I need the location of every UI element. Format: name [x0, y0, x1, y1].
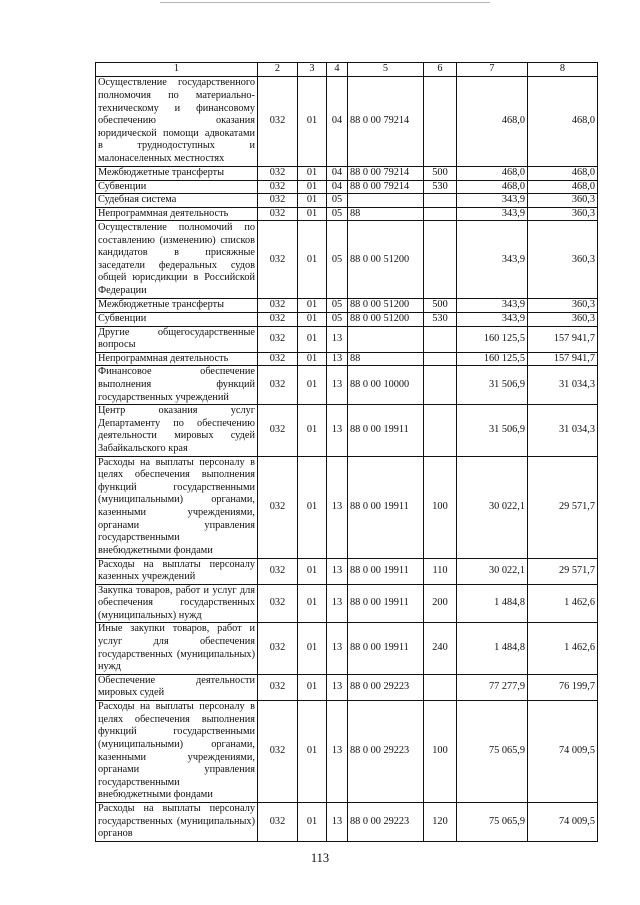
row-subsection-code: 04 — [327, 180, 348, 194]
table-row — [96, 405, 598, 456]
row-target-article: 88 0 00 19911 — [348, 558, 424, 584]
row-section-code: 01 — [298, 803, 327, 842]
row-expense-type: 240 — [424, 623, 457, 674]
row-amount-year-1: 31 506,9 — [457, 405, 528, 456]
row-subsection-code: 05 — [327, 312, 348, 326]
row-section-code: 01 — [298, 167, 327, 181]
row-section-code: 01 — [298, 77, 327, 167]
row-amount-year-1: 160 125,5 — [457, 352, 528, 366]
row-target-article: 88 0 00 19911 — [348, 405, 424, 456]
row-section-code: 01 — [298, 312, 327, 326]
row-name: Судебная система — [96, 194, 258, 208]
row-grbs-code: 032 — [258, 352, 298, 366]
row-amount-year-1: 468,0 — [457, 167, 528, 181]
row-target-article: 88 0 00 10000 — [348, 366, 424, 405]
row-grbs-code: 032 — [258, 312, 298, 326]
row-amount-year-1: 77 277,9 — [457, 674, 528, 700]
row-grbs-code: 032 — [258, 405, 298, 456]
row-amount-year-1: 1 484,8 — [457, 623, 528, 674]
row-name: Расходы на выплаты персоналу казенных учреждений — [96, 558, 258, 584]
row-amount-year-1: 343,9 — [457, 312, 528, 326]
row-name: Непрограммная деятельность — [96, 352, 258, 366]
table-row — [96, 312, 598, 326]
row-subsection-code: 13 — [327, 584, 348, 623]
row-expense-type: 530 — [424, 312, 457, 326]
row-section-code: 01 — [298, 221, 327, 299]
row-subsection-code: 13 — [327, 456, 348, 558]
row-section-code: 01 — [298, 194, 327, 208]
table-row — [96, 701, 598, 803]
row-grbs-code: 032 — [258, 77, 298, 167]
row-name: Закупка товаров, работ и услуг для обеспечения государственных (муниципальных) нужд — [96, 584, 258, 623]
row-expense-type — [424, 366, 457, 405]
row-section-code: 01 — [298, 299, 327, 313]
row-expense-type — [424, 77, 457, 167]
row-name: Финансовое обеспечение выполнения функций государственных учреждений — [96, 366, 258, 405]
row-amount-year-1: 31 506,9 — [457, 366, 528, 405]
row-amount-year-2: 31 034,3 — [528, 366, 598, 405]
row-target-article: 88 0 00 19911 — [348, 623, 424, 674]
table-header-row — [96, 63, 598, 77]
row-amount-year-2: 468,0 — [528, 167, 598, 181]
row-amount-year-1: 343,9 — [457, 207, 528, 221]
row-grbs-code: 032 — [258, 623, 298, 674]
row-subsection-code: 05 — [327, 221, 348, 299]
row-expense-type — [424, 221, 457, 299]
row-name: Осуществление полномочий по составлению (изменению) списков кандидатов в присяжные заседатели федеральных судов общей юрисдикции в Российской Федерации — [96, 221, 258, 299]
header-col-8: 8 — [528, 63, 598, 77]
row-amount-year-2: 74 009,5 — [528, 803, 598, 842]
row-target-article: 88 0 00 79214 — [348, 167, 424, 181]
row-section-code: 01 — [298, 405, 327, 456]
row-expense-type — [424, 405, 457, 456]
row-amount-year-2: 31 034,3 — [528, 405, 598, 456]
row-subsection-code: 04 — [327, 167, 348, 181]
row-name: Иные закупки товаров, работ и услуг для обеспечения государственных (муниципальных) нужд — [96, 623, 258, 674]
row-expense-type: 500 — [424, 167, 457, 181]
row-amount-year-2: 468,0 — [528, 77, 598, 167]
row-name: Субвенции — [96, 180, 258, 194]
row-grbs-code: 032 — [258, 584, 298, 623]
table-row — [96, 366, 598, 405]
row-amount-year-1: 343,9 — [457, 194, 528, 208]
row-section-code: 01 — [298, 701, 327, 803]
row-amount-year-2: 157 941,7 — [528, 326, 598, 352]
row-target-article — [348, 326, 424, 352]
row-amount-year-1: 1 484,8 — [457, 584, 528, 623]
row-grbs-code: 032 — [258, 167, 298, 181]
row-target-article: 88 0 00 19911 — [348, 456, 424, 558]
row-subsection-code: 13 — [327, 405, 348, 456]
row-name: Межбюджетные трансферты — [96, 167, 258, 181]
row-section-code: 01 — [298, 456, 327, 558]
row-subsection-code: 13 — [327, 326, 348, 352]
row-amount-year-2: 360,3 — [528, 299, 598, 313]
row-subsection-code: 13 — [327, 674, 348, 700]
table-row — [96, 674, 598, 700]
row-grbs-code: 032 — [258, 221, 298, 299]
row-name: Расходы на выплаты персоналу в целях обеспечения выполнения функций государственными (муниципальными) органами, казенными учреждениями, органами управления государственными внебюджетными фондами — [96, 701, 258, 803]
row-expense-type — [424, 352, 457, 366]
row-expense-type — [424, 207, 457, 221]
row-grbs-code: 032 — [258, 299, 298, 313]
row-subsection-code: 05 — [327, 194, 348, 208]
row-expense-type: 100 — [424, 701, 457, 803]
row-expense-type — [424, 674, 457, 700]
row-grbs-code: 032 — [258, 456, 298, 558]
row-subsection-code: 13 — [327, 623, 348, 674]
row-amount-year-2: 360,3 — [528, 207, 598, 221]
row-target-article: 88 — [348, 207, 424, 221]
row-grbs-code: 032 — [258, 326, 298, 352]
row-target-article: 88 0 00 51200 — [348, 299, 424, 313]
page-number: 113 — [310, 851, 330, 865]
table-row — [96, 167, 598, 181]
row-section-code: 01 — [298, 674, 327, 700]
row-target-article: 88 — [348, 352, 424, 366]
header-col-5: 5 — [348, 63, 424, 77]
row-amount-year-2: 1 462,6 — [528, 623, 598, 674]
row-target-article: 88 0 00 51200 — [348, 221, 424, 299]
row-section-code: 01 — [298, 352, 327, 366]
row-subsection-code: 13 — [327, 352, 348, 366]
row-amount-year-2: 29 571,7 — [528, 558, 598, 584]
table-row — [96, 299, 598, 313]
row-section-code: 01 — [298, 584, 327, 623]
row-name: Межбюджетные трансферты — [96, 299, 258, 313]
row-grbs-code: 032 — [258, 674, 298, 700]
header-col-2: 2 — [258, 63, 298, 77]
row-grbs-code: 032 — [258, 803, 298, 842]
row-amount-year-2: 1 462,6 — [528, 584, 598, 623]
row-grbs-code: 032 — [258, 194, 298, 208]
row-target-article: 88 0 00 29223 — [348, 803, 424, 842]
table-row — [96, 456, 598, 558]
row-grbs-code: 032 — [258, 558, 298, 584]
row-subsection-code: 05 — [327, 299, 348, 313]
row-amount-year-2: 360,3 — [528, 312, 598, 326]
row-amount-year-1: 30 022,1 — [457, 456, 528, 558]
row-section-code: 01 — [298, 180, 327, 194]
row-target-article — [348, 194, 424, 208]
row-subsection-code: 04 — [327, 77, 348, 167]
header-col-6: 6 — [424, 63, 457, 77]
row-subsection-code: 13 — [327, 366, 348, 405]
row-section-code: 01 — [298, 326, 327, 352]
row-grbs-code: 032 — [258, 366, 298, 405]
row-grbs-code: 032 — [258, 701, 298, 803]
budget-table — [95, 62, 598, 842]
row-expense-type — [424, 326, 457, 352]
row-subsection-code: 13 — [327, 701, 348, 803]
row-subsection-code: 05 — [327, 207, 348, 221]
row-section-code: 01 — [298, 366, 327, 405]
row-amount-year-2: 157 941,7 — [528, 352, 598, 366]
row-section-code: 01 — [298, 558, 327, 584]
row-target-article: 88 0 00 29223 — [348, 674, 424, 700]
row-subsection-code: 13 — [327, 803, 348, 842]
row-expense-type — [424, 194, 457, 208]
table-row — [96, 623, 598, 674]
table-row — [96, 558, 598, 584]
row-amount-year-1: 30 022,1 — [457, 558, 528, 584]
row-expense-type: 200 — [424, 584, 457, 623]
row-expense-type: 120 — [424, 803, 457, 842]
row-expense-type: 530 — [424, 180, 457, 194]
row-name: Расходы на выплаты персоналу в целях обеспечения выполнения функций государственными (муниципальными) органами, казенными учреждениями, органами управления государственными внебюджетными фондами — [96, 456, 258, 558]
row-section-code: 01 — [298, 207, 327, 221]
row-target-article: 88 0 00 19911 — [348, 584, 424, 623]
row-name: Другие общегосударственные вопросы — [96, 326, 258, 352]
header-col-3: 3 — [298, 63, 327, 77]
row-grbs-code: 032 — [258, 207, 298, 221]
row-target-article: 88 0 00 29223 — [348, 701, 424, 803]
table-row — [96, 180, 598, 194]
row-amount-year-2: 74 009,5 — [528, 701, 598, 803]
row-target-article: 88 0 00 79214 — [348, 77, 424, 167]
header-col-7: 7 — [457, 63, 528, 77]
row-name: Осуществление государственного полномочия по материально-техническому и финансовому обеспечению оказания юридической помощи адвокатами в труднодоступных и малонаселенных местностях — [96, 77, 258, 167]
table-row — [96, 584, 598, 623]
row-amount-year-2: 360,3 — [528, 221, 598, 299]
top-rule — [160, 2, 490, 3]
header-col-4: 4 — [327, 63, 348, 77]
table-row — [96, 352, 598, 366]
table-row — [96, 803, 598, 842]
row-expense-type: 500 — [424, 299, 457, 313]
row-expense-type: 100 — [424, 456, 457, 558]
row-amount-year-1: 343,9 — [457, 299, 528, 313]
row-amount-year-1: 75 065,9 — [457, 803, 528, 842]
row-amount-year-1: 468,0 — [457, 180, 528, 194]
row-amount-year-1: 75 065,9 — [457, 701, 528, 803]
row-name: Расходы на выплаты персоналу государственных (муниципальных) органов — [96, 803, 258, 842]
row-amount-year-1: 468,0 — [457, 77, 528, 167]
row-target-article: 88 0 00 51200 — [348, 312, 424, 326]
table-row — [96, 326, 598, 352]
row-amount-year-1: 343,9 — [457, 221, 528, 299]
row-name: Субвенции — [96, 312, 258, 326]
row-grbs-code: 032 — [258, 180, 298, 194]
row-name: Центр оказания услуг Департаменту по обеспечению деятельности мировых судей Забайкальского края — [96, 405, 258, 456]
row-amount-year-2: 360,3 — [528, 194, 598, 208]
row-amount-year-1: 160 125,5 — [457, 326, 528, 352]
header-col-1: 1 — [96, 63, 258, 77]
row-section-code: 01 — [298, 623, 327, 674]
row-amount-year-2: 468,0 — [528, 180, 598, 194]
row-name: Обеспечение деятельности мировых судей — [96, 674, 258, 700]
row-amount-year-2: 29 571,7 — [528, 456, 598, 558]
table-row — [96, 221, 598, 299]
row-expense-type: 110 — [424, 558, 457, 584]
row-target-article: 88 0 00 79214 — [348, 180, 424, 194]
table-row — [96, 194, 598, 208]
table-row — [96, 77, 598, 167]
row-subsection-code: 13 — [327, 558, 348, 584]
row-amount-year-2: 76 199,7 — [528, 674, 598, 700]
row-name: Непрограммная деятельность — [96, 207, 258, 221]
table-row — [96, 207, 598, 221]
